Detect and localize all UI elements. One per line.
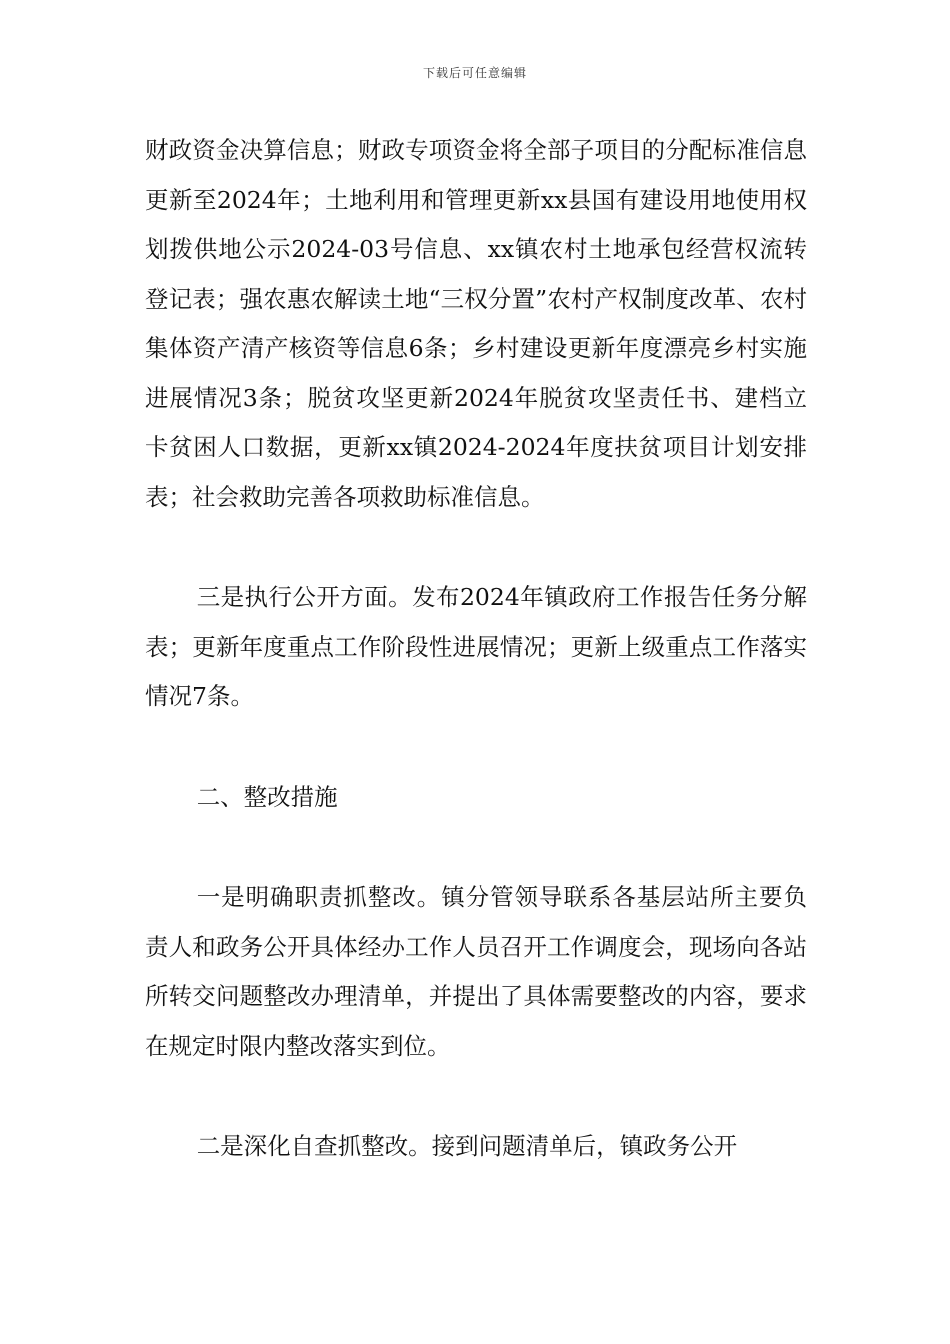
page-header-note: 下载后可任意编辑 bbox=[422, 66, 527, 80]
paragraph-gap bbox=[145, 1071, 807, 1122]
paragraph-deepen-self-inspection: 二是深化自查抓整改。接到问题清单后，镇政务公开 bbox=[196, 1132, 738, 1160]
paragraph-execution-disclosure: 三是执行公开方面。发布2024年镇政府工作报告任务分解表；更新年度重点工作阶段性进展情况；更新上级重点工作落实情况7条。 bbox=[145, 583, 807, 710]
paragraph-gap bbox=[145, 722, 807, 773]
paragraph-clarify-responsibility: 一是明确职责抓整改。镇分管领导联系各基层站所主要负责人和政务公开具体经办工作人员召开工作调度会，现场向各站所转交问题整改办理清单，并提出了具体需要整改的内容，要求在规定时限内整改落实到位。 bbox=[145, 883, 807, 1060]
paragraph-gap bbox=[145, 522, 807, 573]
paragraph-gap bbox=[145, 822, 807, 873]
paragraph-disclosure-info: 财政资金决算信息；财政专项资金将全部子项目的分配标准信息更新至2024年；土地利用和管理更新xx县国有建设用地使用权划拨供地公示2024-03号信息、xx镇农村土地承包经营权流转登记表；强农惠农解读土地“三权分置”农村产权制度改革、农村集体资产清产核资等信息6条；乡村建设更新年度漂亮乡村实施进展情况3条；脱贫攻坚更新2024年脱贫攻坚责任书、建档立卡贫困人口数据，更新xx镇2024-2024年度扶贫项目计划安排表；社会救助完善各项救助标准信息。 bbox=[145, 136, 807, 511]
document-body bbox=[145, 126, 807, 1172]
section-heading-rectification: 二、整改措施 bbox=[196, 782, 338, 811]
